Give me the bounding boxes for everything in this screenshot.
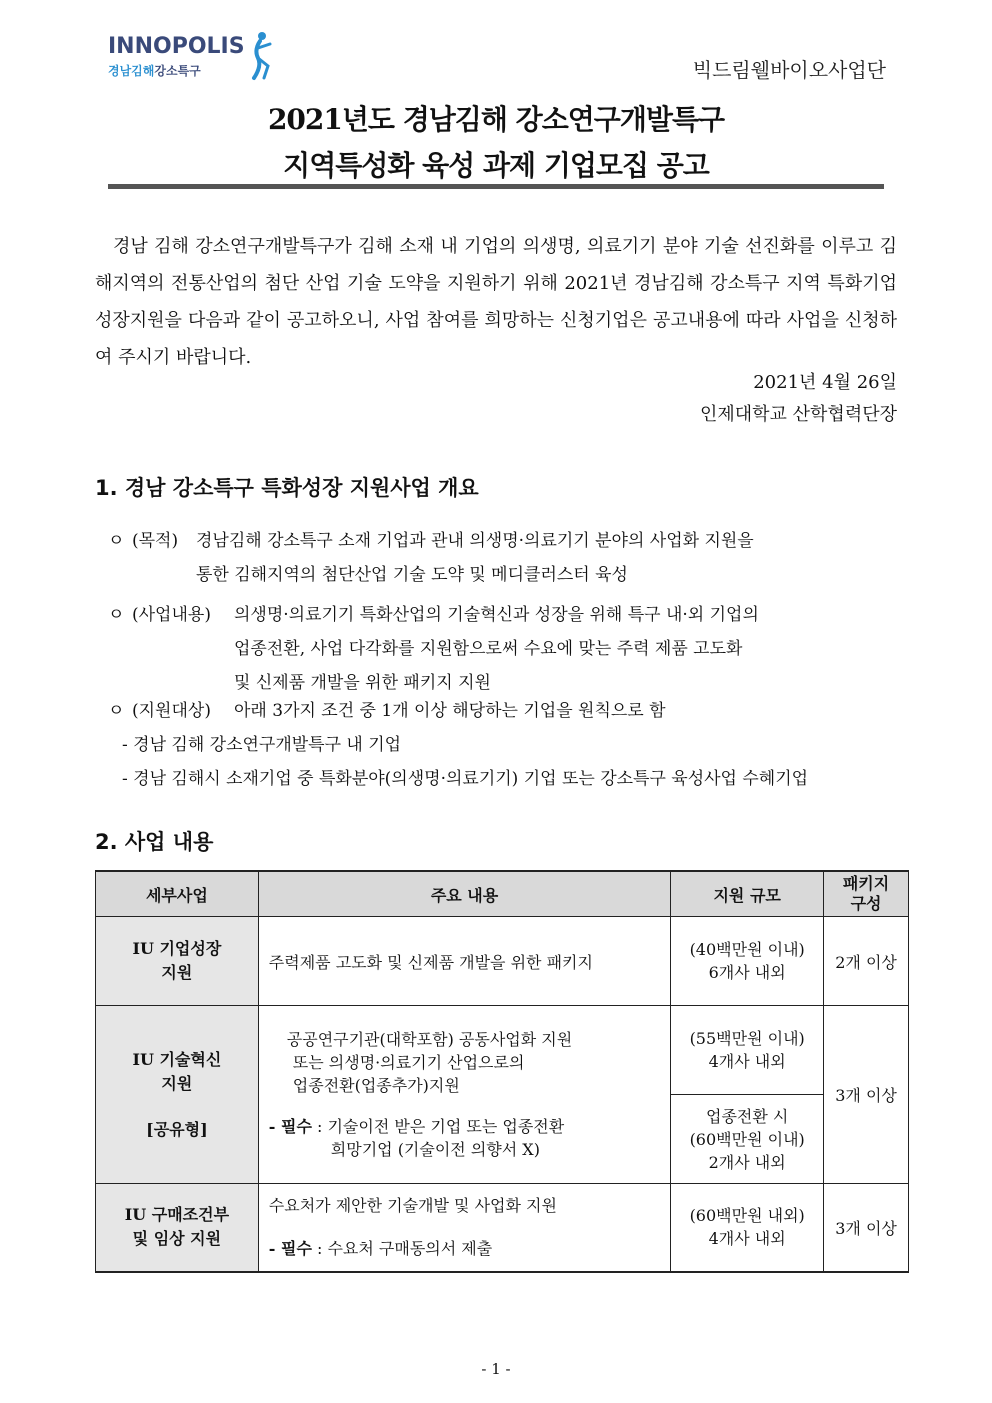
logo-text: INNOPOLIS [108, 34, 245, 59]
table-row [96, 917, 909, 1006]
row-content: 주력제품 고도화 및 신제품 개발을 위한 패키지 [258, 917, 671, 1006]
row-package: 2개 이상 [824, 917, 909, 1006]
column-header-package: 패키지 구성 [842, 874, 890, 913]
eligibility-condition-1: - 경남 김해 강소연구개발특구 내 기업 [122, 735, 402, 755]
title-divider [108, 184, 884, 189]
table-row [96, 1006, 909, 1095]
row-content: 공공연구기관(대학포함) 공동사업화 지원 또는 의생명·의료기기 산업으로의 업종전환(업종추가)지원 - 필수 : 기술이전 받은 기업 또는 업종전환 희망기업 (기술이전 의향서 X) [258, 1006, 671, 1184]
logo-subtext: 경남김해강소특구 [108, 64, 201, 78]
column-header: 주요 내용 [258, 871, 671, 917]
runner-figure-icon [244, 30, 274, 82]
eligibility-condition-2: - 경남 김해시 소재기업 중 특화분야(의생명·의료기기) 기업 또는 강소특구 육성사업 수혜기업 [122, 769, 809, 789]
page-number: - 1 - [481, 1360, 511, 1378]
department-name: 빅드림웰바이오사업단 [692, 58, 886, 82]
intro-paragraph: 경남 김해 강소연구개발특구가 김해 소재 내 기업의 의생명, 의료기기 분야 기술 선진화를 이루고 김해지역의 전통산업의 첨단 산업 기술 도약을 지원하기 위해 2021년 경남김해 강소특구 지역 특화기업 성장지원을 다음과 같이 공고하오니, 사업 참여를 희망하는 신청기업은 공고내용에 따라 사업을 신청하여 주시기 바랍니다. [95, 236, 897, 368]
section2-heading: 2. 사업 내용 [95, 830, 214, 854]
row-scale-conversion: 업종전환 시 (60백만원 이내) 2개사 내외 [671, 1095, 824, 1184]
row-name: IU 기업성장 지원 [96, 917, 259, 1006]
table-row [96, 1184, 909, 1272]
section1-heading: 1. 경남 강소특구 특화성장 지원사업 개요 [95, 476, 479, 500]
announcing-organization: 인제대학교 산학협력단장 [700, 404, 897, 425]
document-title-line1: 2021년도 경남김해 강소연구개발특구 [267, 103, 725, 136]
row-package: 3개 이상 [824, 1006, 909, 1184]
row-name: IU 구매조건부 및 임상 지원 [96, 1184, 259, 1272]
column-header: 지원 규모 [671, 871, 824, 917]
row-content: 수요처가 제안한 기술개발 및 사업화 지원 - 필수 : 수요처 구매동의서 제출 [258, 1184, 671, 1272]
row-scale: (60백만원 내외) 4개사 내외 [671, 1184, 824, 1272]
innopolis-logo [108, 30, 278, 86]
announcement-date: 2021년 4월 26일 [753, 372, 897, 393]
required-label: - 필수 [268, 1239, 312, 1259]
required-label: - 필수 [268, 1117, 312, 1136]
column-header [824, 871, 909, 917]
row-name: IU 기술혁신 지원 [공유형] [96, 1006, 259, 1184]
row-scale: (40백만원 이내) 6개사 내외 [671, 917, 824, 1006]
document-title-line2: 지역특성화 육성 과제 기업모집 공고 [283, 149, 709, 182]
column-header: 세부사업 [96, 871, 259, 917]
program-table [95, 870, 909, 1273]
table-header-row [96, 871, 909, 917]
row-scale: (55백만원 이내) 4개사 내외 [671, 1006, 824, 1095]
row-package: 3개 이상 [824, 1184, 909, 1272]
